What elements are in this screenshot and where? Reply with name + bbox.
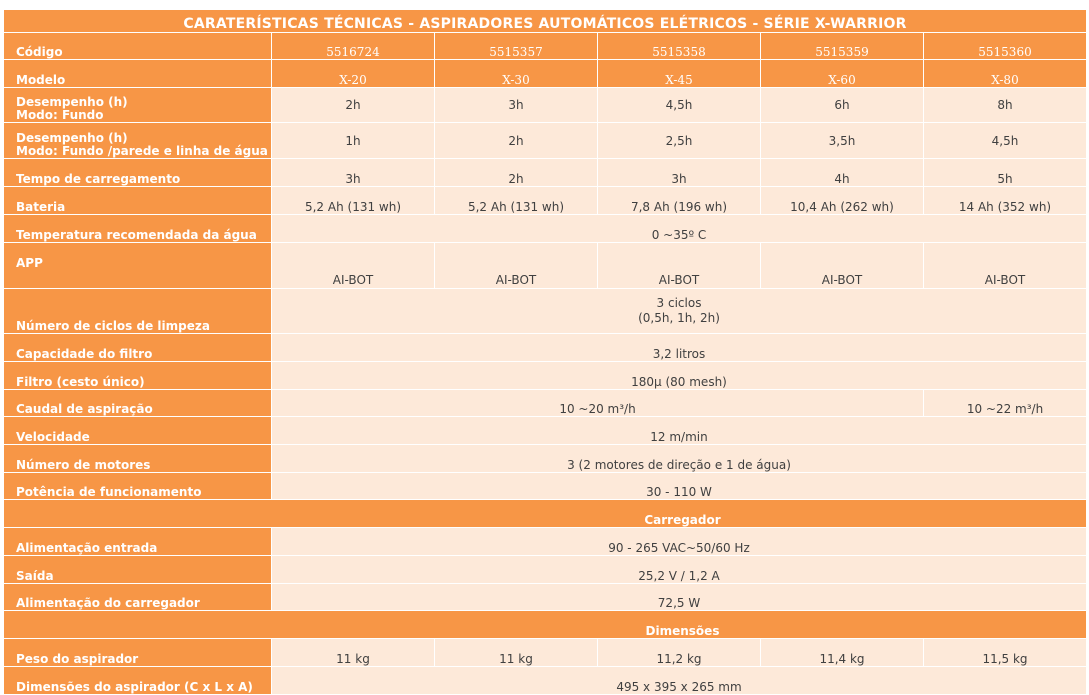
app-cell: AI-BOT: [435, 243, 598, 289]
row-velocidade: [4, 417, 1087, 445]
label-capacidade-filtro: Capacidade do filtro: [4, 334, 272, 362]
desempenho-parede-cell: 3,5h: [761, 123, 924, 159]
label-desempenho-fundo: [4, 88, 272, 123]
table-title: CARATERÍSTICAS TÉCNICAS - ASPIRADORES AUTOMÁTICOS ELÉTRICOS - SÉRIE X-WARRIOR: [4, 10, 1087, 33]
motores-value: 3 (2 motores de direção e 1 de água): [272, 445, 1087, 473]
peso-cell: 11 kg: [435, 639, 598, 667]
row-alimentacao-carregador: [4, 584, 1087, 611]
label-potencia: Potência de funcionamento: [4, 473, 272, 500]
capacidade-filtro-value: 3,2 litros: [272, 334, 1087, 362]
row-tempo-carregamento: [4, 159, 1087, 187]
label-line: Desempenho (h): [16, 131, 128, 145]
bateria-cell: 5,2 Ah (131 wh): [435, 187, 598, 215]
desempenho-fundo-cell: 2h: [272, 88, 435, 123]
label-ciclos: Número de ciclos de limpeza: [4, 289, 272, 334]
row-saida: [4, 556, 1087, 584]
row-capacidade-filtro: [4, 334, 1087, 362]
title-row: [4, 10, 1087, 33]
label-codigo: Código: [4, 33, 272, 60]
row-dimensoes-section: [4, 611, 1087, 639]
section-dimensoes: Dimensões: [4, 611, 1087, 639]
row-potencia: [4, 473, 1087, 500]
row-carregador-section: [4, 500, 1087, 528]
label-alimentacao-entrada: Alimentação entrada: [4, 528, 272, 556]
desempenho-parede-cell: 2h: [435, 123, 598, 159]
row-alimentacao-entrada: [4, 528, 1087, 556]
desempenho-fundo-cell: 4,5h: [598, 88, 761, 123]
label-dimensoes: Dimensões do aspirador (C x L x A): [4, 667, 272, 695]
temperatura-value: 0 ~35º C: [272, 215, 1087, 243]
row-peso: [4, 639, 1087, 667]
label-alimentacao-carregador: Alimentação do carregador: [4, 584, 272, 611]
modelo-cell: X-80: [924, 60, 1087, 88]
row-modelo: [4, 60, 1087, 88]
label-line: Modo: Fundo: [16, 108, 104, 122]
row-motores: [4, 445, 1087, 473]
label-caudal: Caudal de aspiração: [4, 390, 272, 417]
desempenho-parede-cell: 2,5h: [598, 123, 761, 159]
desempenho-fundo-cell: 6h: [761, 88, 924, 123]
ciclos-line: (0,5h, 1h, 2h): [638, 311, 720, 325]
tempo-carregamento-cell: 4h: [761, 159, 924, 187]
peso-cell: 11 kg: [272, 639, 435, 667]
bateria-cell: 5,2 Ah (131 wh): [272, 187, 435, 215]
row-ciclos: [4, 289, 1087, 334]
bateria-cell: 14 Ah (352 wh): [924, 187, 1087, 215]
filtro-value: 180µ (80 mesh): [272, 362, 1087, 390]
potencia-value: 30 - 110 W: [272, 473, 1087, 500]
codigo-cell: 5515360: [924, 33, 1087, 60]
row-codigo: [4, 33, 1087, 60]
row-desempenho-fundo: [4, 88, 1087, 123]
codigo-cell: 5515357: [435, 33, 598, 60]
label-app: APP: [4, 243, 272, 289]
modelo-cell: X-60: [761, 60, 924, 88]
row-caudal: [4, 390, 1087, 417]
codigo-cell: 5515359: [761, 33, 924, 60]
modelo-cell: X-30: [435, 60, 598, 88]
desempenho-parede-cell: 1h: [272, 123, 435, 159]
codigo-cell: 5515358: [598, 33, 761, 60]
ciclos-value: [272, 289, 1087, 334]
desempenho-fundo-cell: 8h: [924, 88, 1087, 123]
label-modelo: Modelo: [4, 60, 272, 88]
modelo-cell: X-20: [272, 60, 435, 88]
app-cell: AI-BOT: [272, 243, 435, 289]
peso-cell: 11,2 kg: [598, 639, 761, 667]
label-filtro: Filtro (cesto único): [4, 362, 272, 390]
alimentacao-entrada-value: 90 - 265 VAC~50/60 Hz: [272, 528, 1087, 556]
codigo-cell: 5516724: [272, 33, 435, 60]
velocidade-value: 12 m/min: [272, 417, 1087, 445]
app-cell: AI-BOT: [924, 243, 1087, 289]
bateria-cell: 7,8 Ah (196 wh): [598, 187, 761, 215]
label-line: Desempenho (h): [16, 95, 128, 109]
row-dimensoes: [4, 667, 1087, 695]
row-temperatura: [4, 215, 1087, 243]
label-peso: Peso do aspirador: [4, 639, 272, 667]
desempenho-fundo-cell: 3h: [435, 88, 598, 123]
label-saida: Saída: [4, 556, 272, 584]
caudal-value-a: 10 ~20 m³/h: [272, 390, 924, 417]
ciclos-line: 3 ciclos: [656, 296, 702, 310]
row-filtro: [4, 362, 1087, 390]
bateria-cell: 10,4 Ah (262 wh): [761, 187, 924, 215]
tempo-carregamento-cell: 5h: [924, 159, 1087, 187]
peso-cell: 11,4 kg: [761, 639, 924, 667]
caudal-value-b: 10 ~22 m³/h: [924, 390, 1087, 417]
peso-cell: 11,5 kg: [924, 639, 1087, 667]
label-temperatura: Temperatura recomendada da água: [4, 215, 272, 243]
tempo-carregamento-cell: 3h: [598, 159, 761, 187]
label-bateria: Bateria: [4, 187, 272, 215]
label-line: Modo: Fundo /parede e linha de água: [16, 144, 268, 158]
row-bateria: [4, 187, 1087, 215]
app-cell: AI-BOT: [598, 243, 761, 289]
row-desempenho-parede: [4, 123, 1087, 159]
section-carregador: Carregador: [4, 500, 1087, 528]
modelo-cell: X-45: [598, 60, 761, 88]
tempo-carregamento-cell: 3h: [272, 159, 435, 187]
dimensoes-value: 495 x 395 x 265 mm: [272, 667, 1087, 695]
label-tempo-carregamento: Tempo de carregamento: [4, 159, 272, 187]
app-cell: AI-BOT: [761, 243, 924, 289]
spec-table: [3, 9, 1087, 695]
label-velocidade: Velocidade: [4, 417, 272, 445]
label-desempenho-parede: [4, 123, 272, 159]
alimentacao-carregador-value: 72,5 W: [272, 584, 1087, 611]
saida-value: 25,2 V / 1,2 A: [272, 556, 1087, 584]
desempenho-parede-cell: 4,5h: [924, 123, 1087, 159]
label-motores: Número de motores: [4, 445, 272, 473]
tempo-carregamento-cell: 2h: [435, 159, 598, 187]
row-app: [4, 243, 1087, 289]
